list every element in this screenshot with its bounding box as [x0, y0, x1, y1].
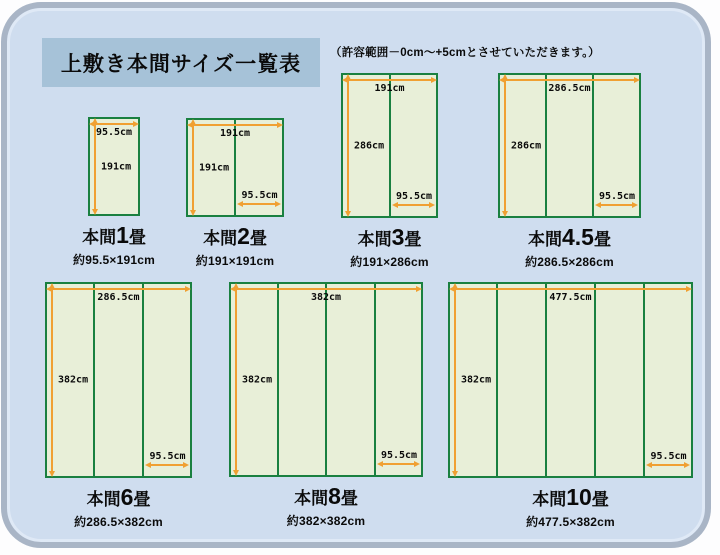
unit-width-dimension-label: 95.5cm [149, 451, 186, 462]
width-arrow [451, 288, 690, 290]
width-dimension-label: 286.5cm [548, 83, 591, 94]
unit-width-arrow [648, 464, 688, 466]
unit-width-dimension-label: 95.5cm [598, 191, 636, 202]
mat-name-prefix: 本間 [294, 489, 329, 508]
mat-divider [325, 283, 327, 476]
mat-name-number: 10 [566, 484, 592, 510]
mat-size-text: 約382×382cm [286, 513, 366, 528]
unit-width-arrow [239, 203, 279, 205]
mat-size-text: 約286.5×286cm [525, 254, 614, 269]
size-diagram-honma-3jo [341, 73, 438, 269]
chart-title: 上敷き本間サイズ一覧表 [60, 52, 302, 76]
unit-width-arrow [394, 204, 433, 206]
mat-caption [73, 222, 155, 268]
height-dimension-label: 382cm [461, 374, 492, 386]
width-arrow [189, 124, 281, 126]
mat-divider [594, 283, 596, 477]
mat-name-suffix: 畳 [128, 228, 146, 247]
size-diagram-honma-4-5jo [498, 73, 641, 269]
mat-name-suffix: 畳 [404, 230, 422, 249]
width-dimension-label: 286.5cm [97, 292, 140, 303]
mat-caption [525, 224, 614, 270]
mat-name-prefix: 本間 [86, 490, 121, 509]
mat-size-text: 約191×286cm [350, 254, 429, 269]
width-dimension-label: 477.5cm [549, 292, 592, 303]
mat-divider [142, 283, 144, 477]
mat-name-prefix: 本間 [528, 230, 562, 249]
mat-divider [93, 283, 95, 477]
mat-name-number: 3 [391, 224, 405, 250]
mat-caption [526, 484, 615, 530]
mat-name-prefix: 本間 [203, 229, 238, 248]
unit-width-dimension-label: 95.5cm [650, 451, 687, 462]
height-dimension-label: 382cm [58, 374, 89, 386]
mat-name-number: 8 [328, 483, 341, 509]
mat-divider [374, 283, 376, 476]
unit-width-dimension-label: 95.5cm [395, 191, 433, 202]
mat-name-number: 1 [116, 222, 129, 248]
height-arrow [454, 285, 456, 475]
mat-size-text: 約477.5×382cm [526, 514, 615, 529]
mat-divider [643, 283, 645, 477]
mat-name [525, 224, 614, 252]
unit-width-arrow [147, 464, 187, 466]
width-dimension-label: 95.5cm [95, 127, 133, 138]
mat-name-prefix: 本間 [82, 228, 117, 247]
mat-name-suffix: 畳 [340, 489, 358, 508]
mat-name-number: 4.5 [562, 224, 594, 250]
size-diagram-honma-10jo [448, 282, 693, 529]
height-dimension-label: 191cm [199, 162, 230, 173]
mat-divider [496, 283, 498, 477]
mat-name [526, 484, 615, 512]
mat-divider [545, 283, 547, 477]
width-dimension-label: 191cm [374, 83, 405, 94]
width-dimension-label: 382cm [310, 292, 342, 303]
width-arrow [232, 288, 420, 290]
height-arrow [192, 121, 194, 214]
height-dimension-label: 286cm [354, 140, 385, 151]
height-arrow [235, 285, 237, 474]
mat-name [74, 484, 163, 512]
height-dimension-label: 382cm [242, 374, 273, 385]
mat-size-text: 約191×191cm [195, 253, 275, 268]
height-arrow [504, 76, 506, 215]
unit-width-arrow [597, 204, 636, 206]
mat-caption [196, 223, 274, 269]
height-arrow [51, 285, 53, 475]
width-arrow [344, 79, 435, 81]
unit-width-dimension-label: 95.5cm [241, 190, 278, 201]
mat-caption [350, 224, 428, 270]
mat-name-number: 2 [237, 223, 250, 249]
mat-divider [277, 283, 279, 476]
size-diagram-honma-6jo [45, 282, 192, 529]
mat-name-prefix: 本間 [357, 230, 392, 249]
mat-caption [287, 483, 365, 529]
size-diagram-honma-1jo [73, 117, 155, 267]
unit-width-dimension-label: 95.5cm [380, 450, 418, 461]
mat-name [350, 224, 428, 252]
width-arrow [48, 288, 189, 290]
mat-size-text: 約286.5×382cm [74, 514, 163, 529]
unit-width-arrow [379, 463, 418, 465]
mat-name-suffix: 畳 [249, 229, 267, 248]
mat-caption [74, 484, 163, 530]
mat-name-prefix: 本間 [532, 490, 567, 509]
tolerance-note: （許容範囲－0cm～+5cmとさせていただきます。） [330, 47, 600, 59]
mat-name [73, 222, 155, 250]
height-dimension-label: 286cm [511, 140, 542, 151]
mat-name [287, 483, 365, 511]
chart-title-box [42, 38, 320, 87]
height-dimension-label: 191cm [101, 161, 132, 172]
mat-name-suffix: 畳 [133, 490, 151, 509]
width-dimension-label: 191cm [219, 128, 251, 139]
height-arrow [347, 76, 349, 215]
width-arrow [501, 79, 638, 81]
height-arrow [94, 120, 96, 213]
mat-name-suffix: 畳 [593, 230, 611, 249]
size-diagram-honma-2jo [186, 118, 284, 268]
mat-name-suffix: 畳 [591, 490, 609, 509]
mat-divider [545, 74, 547, 217]
mat-name-number: 6 [120, 484, 134, 510]
mat-size-text: 約95.5×191cm [73, 252, 155, 267]
mat-name [196, 223, 274, 251]
size-diagram-honma-8jo [229, 282, 423, 528]
width-arrow [91, 123, 137, 125]
